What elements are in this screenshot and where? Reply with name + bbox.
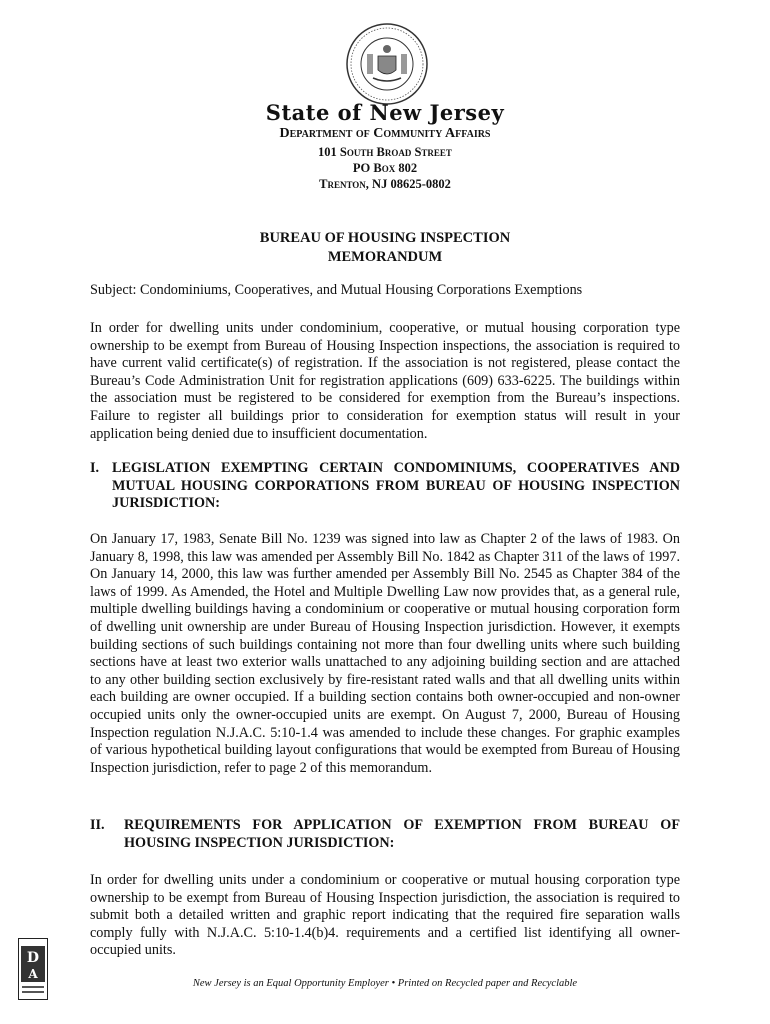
section-2-heading (90, 817, 680, 852)
section-2-title: REQUIREMENTS FOR APPLICATION OF EXEMPTION FROM BUREAU OF HOUSING INSPECTION JURISDICTION: (124, 817, 680, 851)
street-address: 101 South Broad Street (318, 145, 452, 159)
section-1-body: On January 17, 1983, Senate Bill No. 1239 was signed into law as Chapter 2 of the laws of 1983. On January 8, 1998, this law was amended per Assembly Bill No. 1842 as Chapter 311 of the laws of 1997. On January 14, 2000, this law was further amended per Assembly Bill No. 2545 as Chapter 384 of the laws of 1999. As Amended, the Hotel and Multiple Dwelling Law now provides that, as a general rule, multiple dwelling buildings having a condominium or cooperative or mutual housing corporation form of dwelling unit ownership are under Bureau of Housing Inspection jurisdiction. However, it exempts building sections of such buildings containing not more than four dwelling units where such building sections have at least two exterior walls unattached to any adjoining building section and are attached to any other building section exclusively by fire-resistant rated walls and that all dwelling units within each building are owner occupied. If a building section contains both owner-occupied and non-owner occupied units only the owner-occupied units are exempt. On August 7, 2000, Bureau of Housing Inspection regulation N.J.A.C. 5:10-1.4 was amended to include these changes. For graphic examples of various hypothetical building layout configurations that would be exempted from Bureau of Housing Inspection jurisdiction, refer to page 2 of this memorandum. (90, 531, 680, 776)
dca-logo-icon (18, 938, 48, 1000)
city-state-zip: Trenton, NJ 08625-0802 (319, 177, 451, 191)
memo-label: MEMORANDUM (327, 249, 443, 265)
svg-text:D: D (26, 950, 40, 966)
section-1-title: LEGISLATION EXEMPTING CERTAIN CONDOMINIUMS, COOPERATIVES AND MUTUAL HOUSING CORPORATIONS FROM BUREAU OF HOUSING INSPECTION JURISDICTION: (112, 460, 680, 512)
bureau-name: BUREAU OF HOUSING INSPECTION (259, 230, 511, 246)
state-seal-icon (345, 22, 429, 106)
department-name: Department of Community Affairs (279, 126, 491, 141)
section-1-number: I. (90, 460, 100, 476)
footer-note: New Jersey is an Equal Opportunity Employer • Printed on Recycled paper and Recyclable (192, 978, 578, 989)
memo-title (0, 229, 770, 267)
intro-paragraph: In order for dwelling units under condominium, cooperative, or mutual housing corporation type ownership to be exempt from Bureau of Housing Inspection inspections, the association is required to have current valid certificate(s) of registration. If the association is not registered, please contact the Bureau’s Code Administration Unit for registration applications (609) 633-6225. The buildings within the association must be registered to be considered for exemption from the Bureau’s inspections. Failure to register all buildings prior to consideration for exemption status will result in your application being denied due to insufficient documentation. (90, 320, 680, 442)
po-box: PO Box 802 (352, 161, 418, 175)
section-2-body: In order for dwelling units under a condominium or cooperative or mutual housing corporation type ownership to be exempt from Bureau of Housing Inspection jurisdiction, the association is required to submit both a detailed written and graphic report indicating that the required fire separation walls comply fully with N.J.A.C. 5:10-1.4(b)4. requirements and a certified list identifying all owner-occupied units. (90, 872, 680, 959)
state-name: State of New Jersey (265, 100, 505, 125)
section-1-heading (90, 460, 680, 513)
memo-subject: Subject: Condominiums, Cooperatives, and Mutual Housing Corporations Exemptions (90, 282, 583, 298)
svg-text:A: A (28, 967, 38, 981)
section-2-number: II. (90, 817, 105, 833)
